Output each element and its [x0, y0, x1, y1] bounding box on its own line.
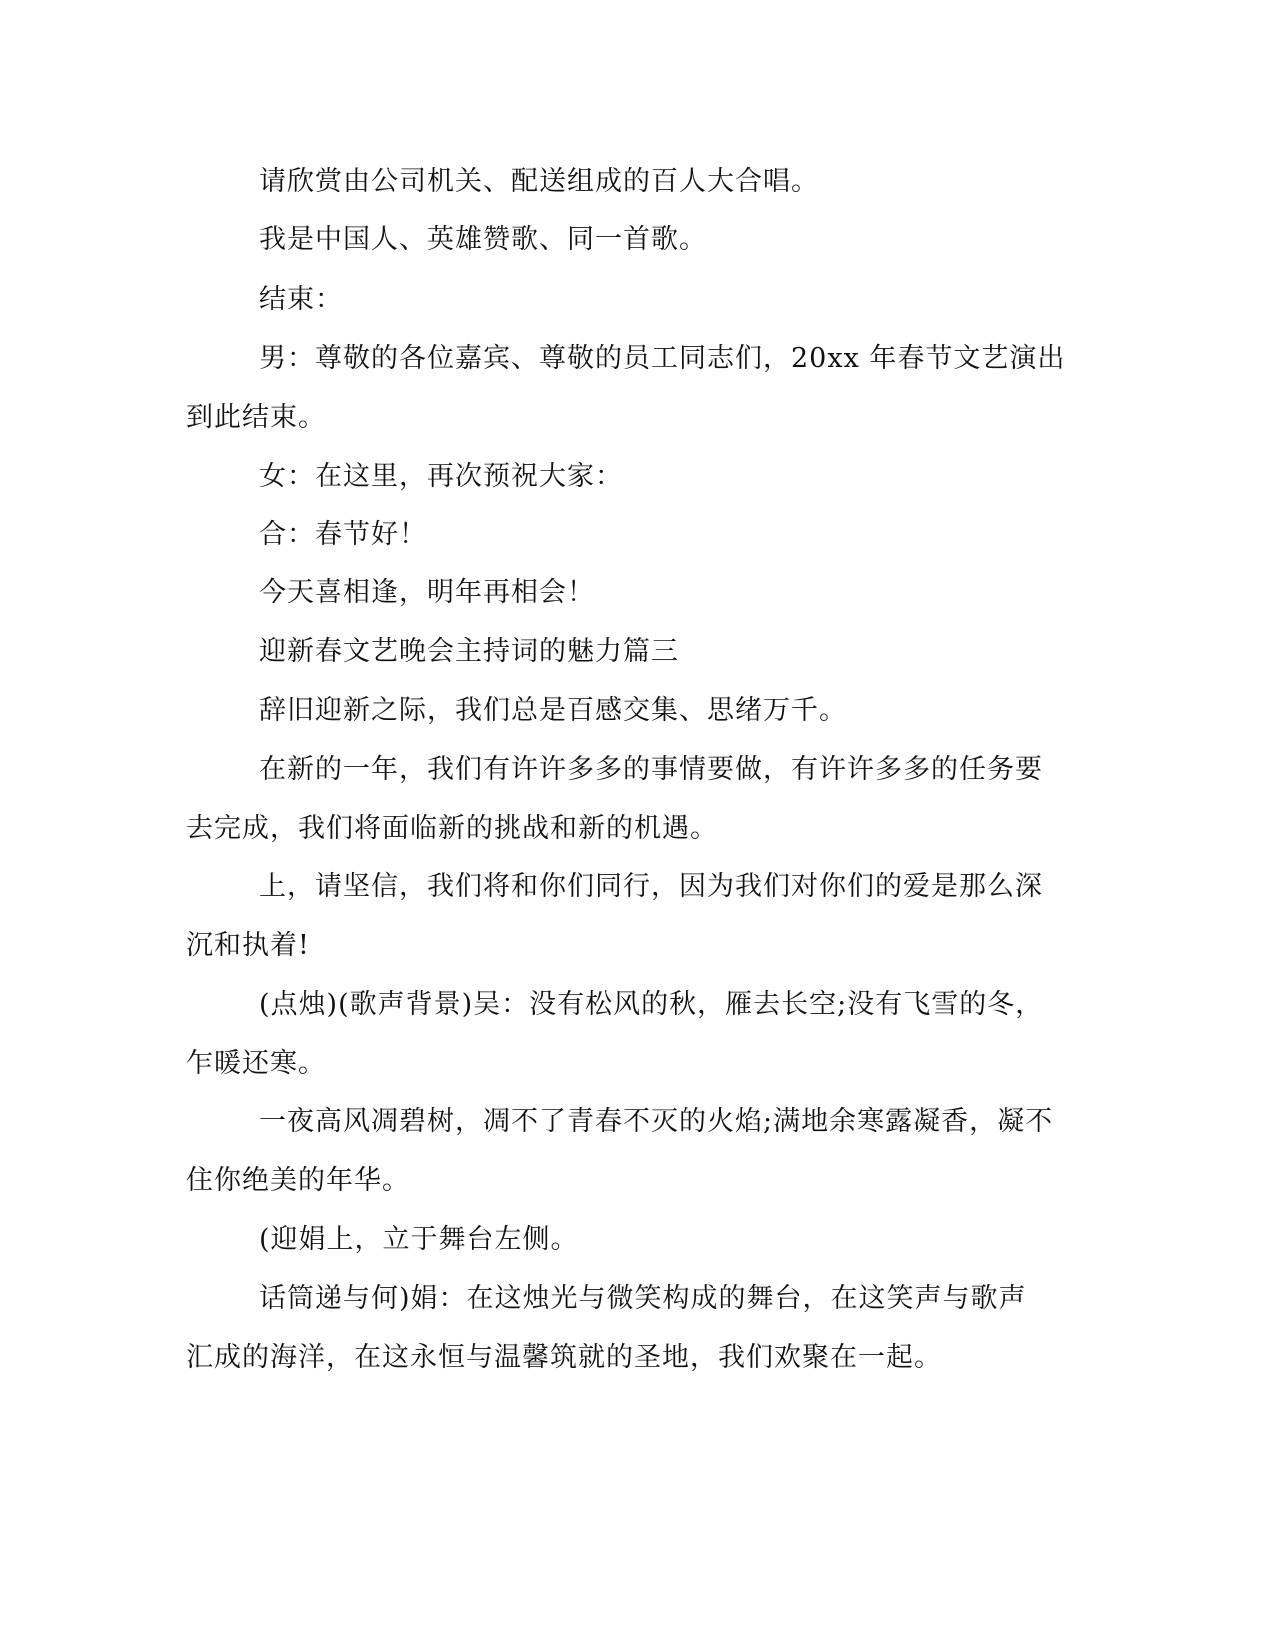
text-line: 去完成，我们将面临新的挑战和新的机遇。 [186, 813, 718, 844]
section-heading: 迎新春文艺晚会主持词的魅力篇三 [259, 636, 679, 667]
text-line: 结束： [259, 284, 343, 315]
text-line: 今天喜相逢，明年再相会！ [259, 577, 595, 608]
text-line: 请欣赏由公司机关、配送组成的百人大合唱。 [259, 166, 819, 197]
text-line: 我是中国人、英雄赞歌、同一首歌。 [259, 224, 707, 255]
text-line: 话筒递与何)娟：在这烛光与微笑构成的舞台，在这笑声与歌声 [259, 1283, 1027, 1314]
text-line: (迎娟上，立于舞台左侧。 [259, 1224, 579, 1255]
text-line: 上，请坚信，我们将和你们同行，因为我们对你们的爱是那么深 [259, 871, 1043, 902]
text-line: 住你绝美的年华。 [186, 1165, 410, 1196]
text-line: 女：在这里，再次预祝大家： [259, 461, 623, 492]
text-line: 沉和执着! [186, 930, 310, 961]
text-line: 合：春节好！ [259, 519, 427, 550]
text-line: 男：尊敬的各位嘉宾、尊敬的员工同志们，20xx 年春节文艺演出 [259, 343, 1066, 374]
text-line: 汇成的海洋，在这永恒与温馨筑就的圣地，我们欢聚在一起。 [186, 1342, 942, 1373]
text-line: (点烛)(歌声背景)吴：没有松风的秋，雁去长空;没有飞雪的冬， [259, 989, 1044, 1020]
text-line: 乍暖还寒。 [186, 1048, 326, 1079]
text-line: 一夜高风凋碧树，凋不了青春不灭的火焰;满地余寒露凝香，凝不 [259, 1106, 1054, 1137]
text-line: 在新的一年，我们有许许多多的事情要做，有许许多多的任务要 [259, 754, 1043, 785]
text-line: 到此结束。 [186, 402, 326, 433]
text-line: 辞旧迎新之际，我们总是百感交集、思绪万千。 [259, 695, 847, 726]
